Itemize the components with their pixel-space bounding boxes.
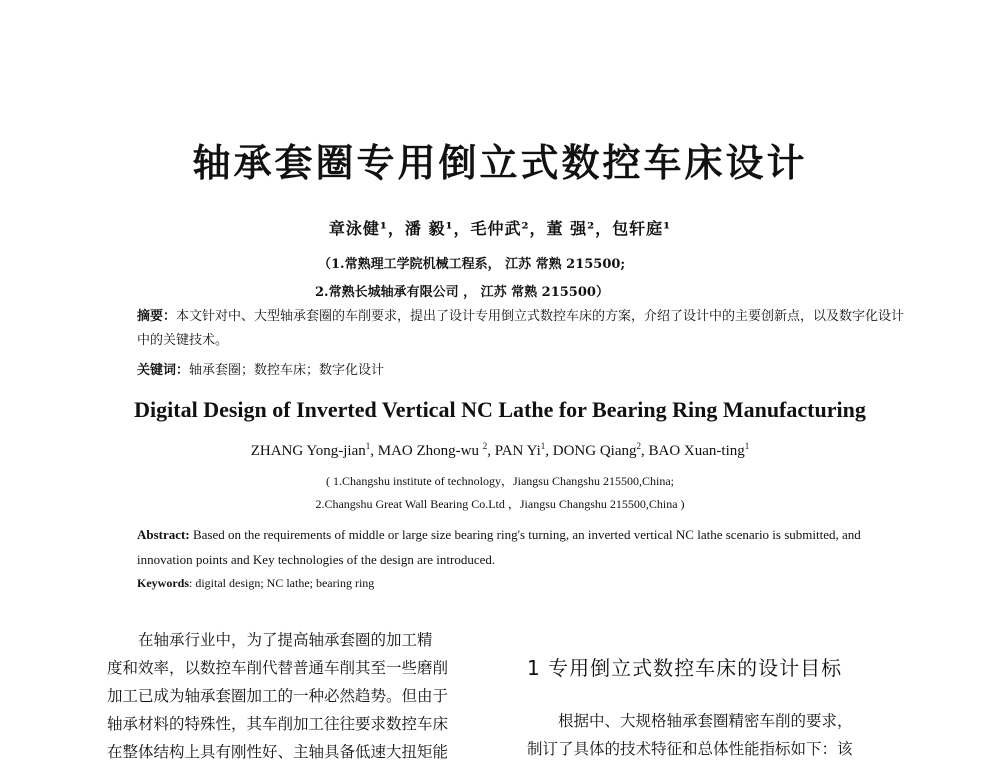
english-author-separator: , [641,443,649,459]
english-abstract-text: Based on the requirements of middle or large size bearing ring's turning, an inverted vertical NC lathe scenario is submitted, and innovation points and Key technologies of the design are introduced. [137,527,861,567]
english-author-affiliation-mark: 1 [744,441,750,451]
english-author-name: PAN Yi [494,443,541,459]
body-text-line: 加工已成为轴承套圈加工的一种必然趋势。但由于 [107,687,449,705]
chinese-affiliation-2: 2.常熟长城轴承有限公司 ， 江苏 常熟 215500） [315,285,609,300]
english-author-separator: , [487,443,495,459]
english-keywords-label: Keywords [137,576,189,590]
chinese-affiliation-1: （1.常熟理工学院机械工程系， 江苏 常熟 215500; [318,257,626,272]
body-text-line: 在轴承行业中，为了提高轴承套圈的加工精 [107,631,433,649]
chinese-keywords-text: 轴承套圈；数控车床；数字化设计 [189,363,385,378]
english-abstract-label: Abstract: [137,527,190,542]
body-text-line: 度和效率，以数控车削代替普通车削其至一些磨削 [107,659,449,677]
body-left-column [107,626,499,766]
section-heading: 1 专用倒立式数控车床的设计目标 [527,656,843,680]
english-keywords [137,576,374,591]
body-right-column [527,707,907,763]
chinese-keywords [137,359,384,378]
english-authors [0,441,1000,460]
english-affiliation-1: ( 1.Changshu institute of technology，Jiangsu Changshu 215500,China; [326,474,674,488]
english-abstract [137,522,877,572]
body-text-line: 在整体结构上具有刚性好、主轴具备低速大扭矩能 [107,743,449,761]
chinese-authors: 章泳健¹，潘 毅¹，毛仲武²，董 强²，包轩庭¹ [328,219,672,238]
english-author-name: BAO Xuan-ting [648,443,745,459]
chinese-title: 轴承套圈专用倒立式数控车床设计 [192,141,808,185]
english-author-name: ZHANG Yong-jian [250,443,366,459]
english-author-name: DONG Qiang [552,443,637,459]
body-text-line: 轴承材料的特殊性，其车削加工往往要求数控车床 [107,715,449,733]
body-text-line: 根据中、大规格轴承套圈精密车削的要求， [527,712,853,730]
chinese-abstract-label: 摘要： [137,309,177,324]
english-keywords-text: : digital design; NC lathe; bearing ring [189,576,375,590]
chinese-abstract [137,305,907,353]
chinese-keywords-label: 关键词： [137,363,190,378]
english-author-separator: , [545,443,553,459]
english-author-affiliation-mark: 2 [482,441,488,451]
english-author-name: MAO Zhong-wu [377,443,483,459]
body-text-line: 制订了具体的技术特征和总体性能指标如下：该 [527,740,853,758]
english-author-affiliation-mark: 2 [636,441,641,451]
english-author-separator: , [370,443,378,459]
chinese-abstract-text: 本文针对中、大型轴承套圈的车削要求，提出了设计专用倒立式数控车床的方案，介绍了设计中的主要创新点，以及数字化设计中的关键技术。 [137,309,905,348]
english-author-affiliation-mark: 1 [540,441,546,451]
english-title: Digital Design of Inverted Vertical NC Lathe for Bearing Ring Manufacturing [134,397,866,422]
english-author-affiliation-mark: 1 [365,441,371,451]
english-affiliation-2: 2.Changshu Great Wall Bearing Co.Ltd ，Jiangsu Changshu 215500,China ) [315,497,685,511]
